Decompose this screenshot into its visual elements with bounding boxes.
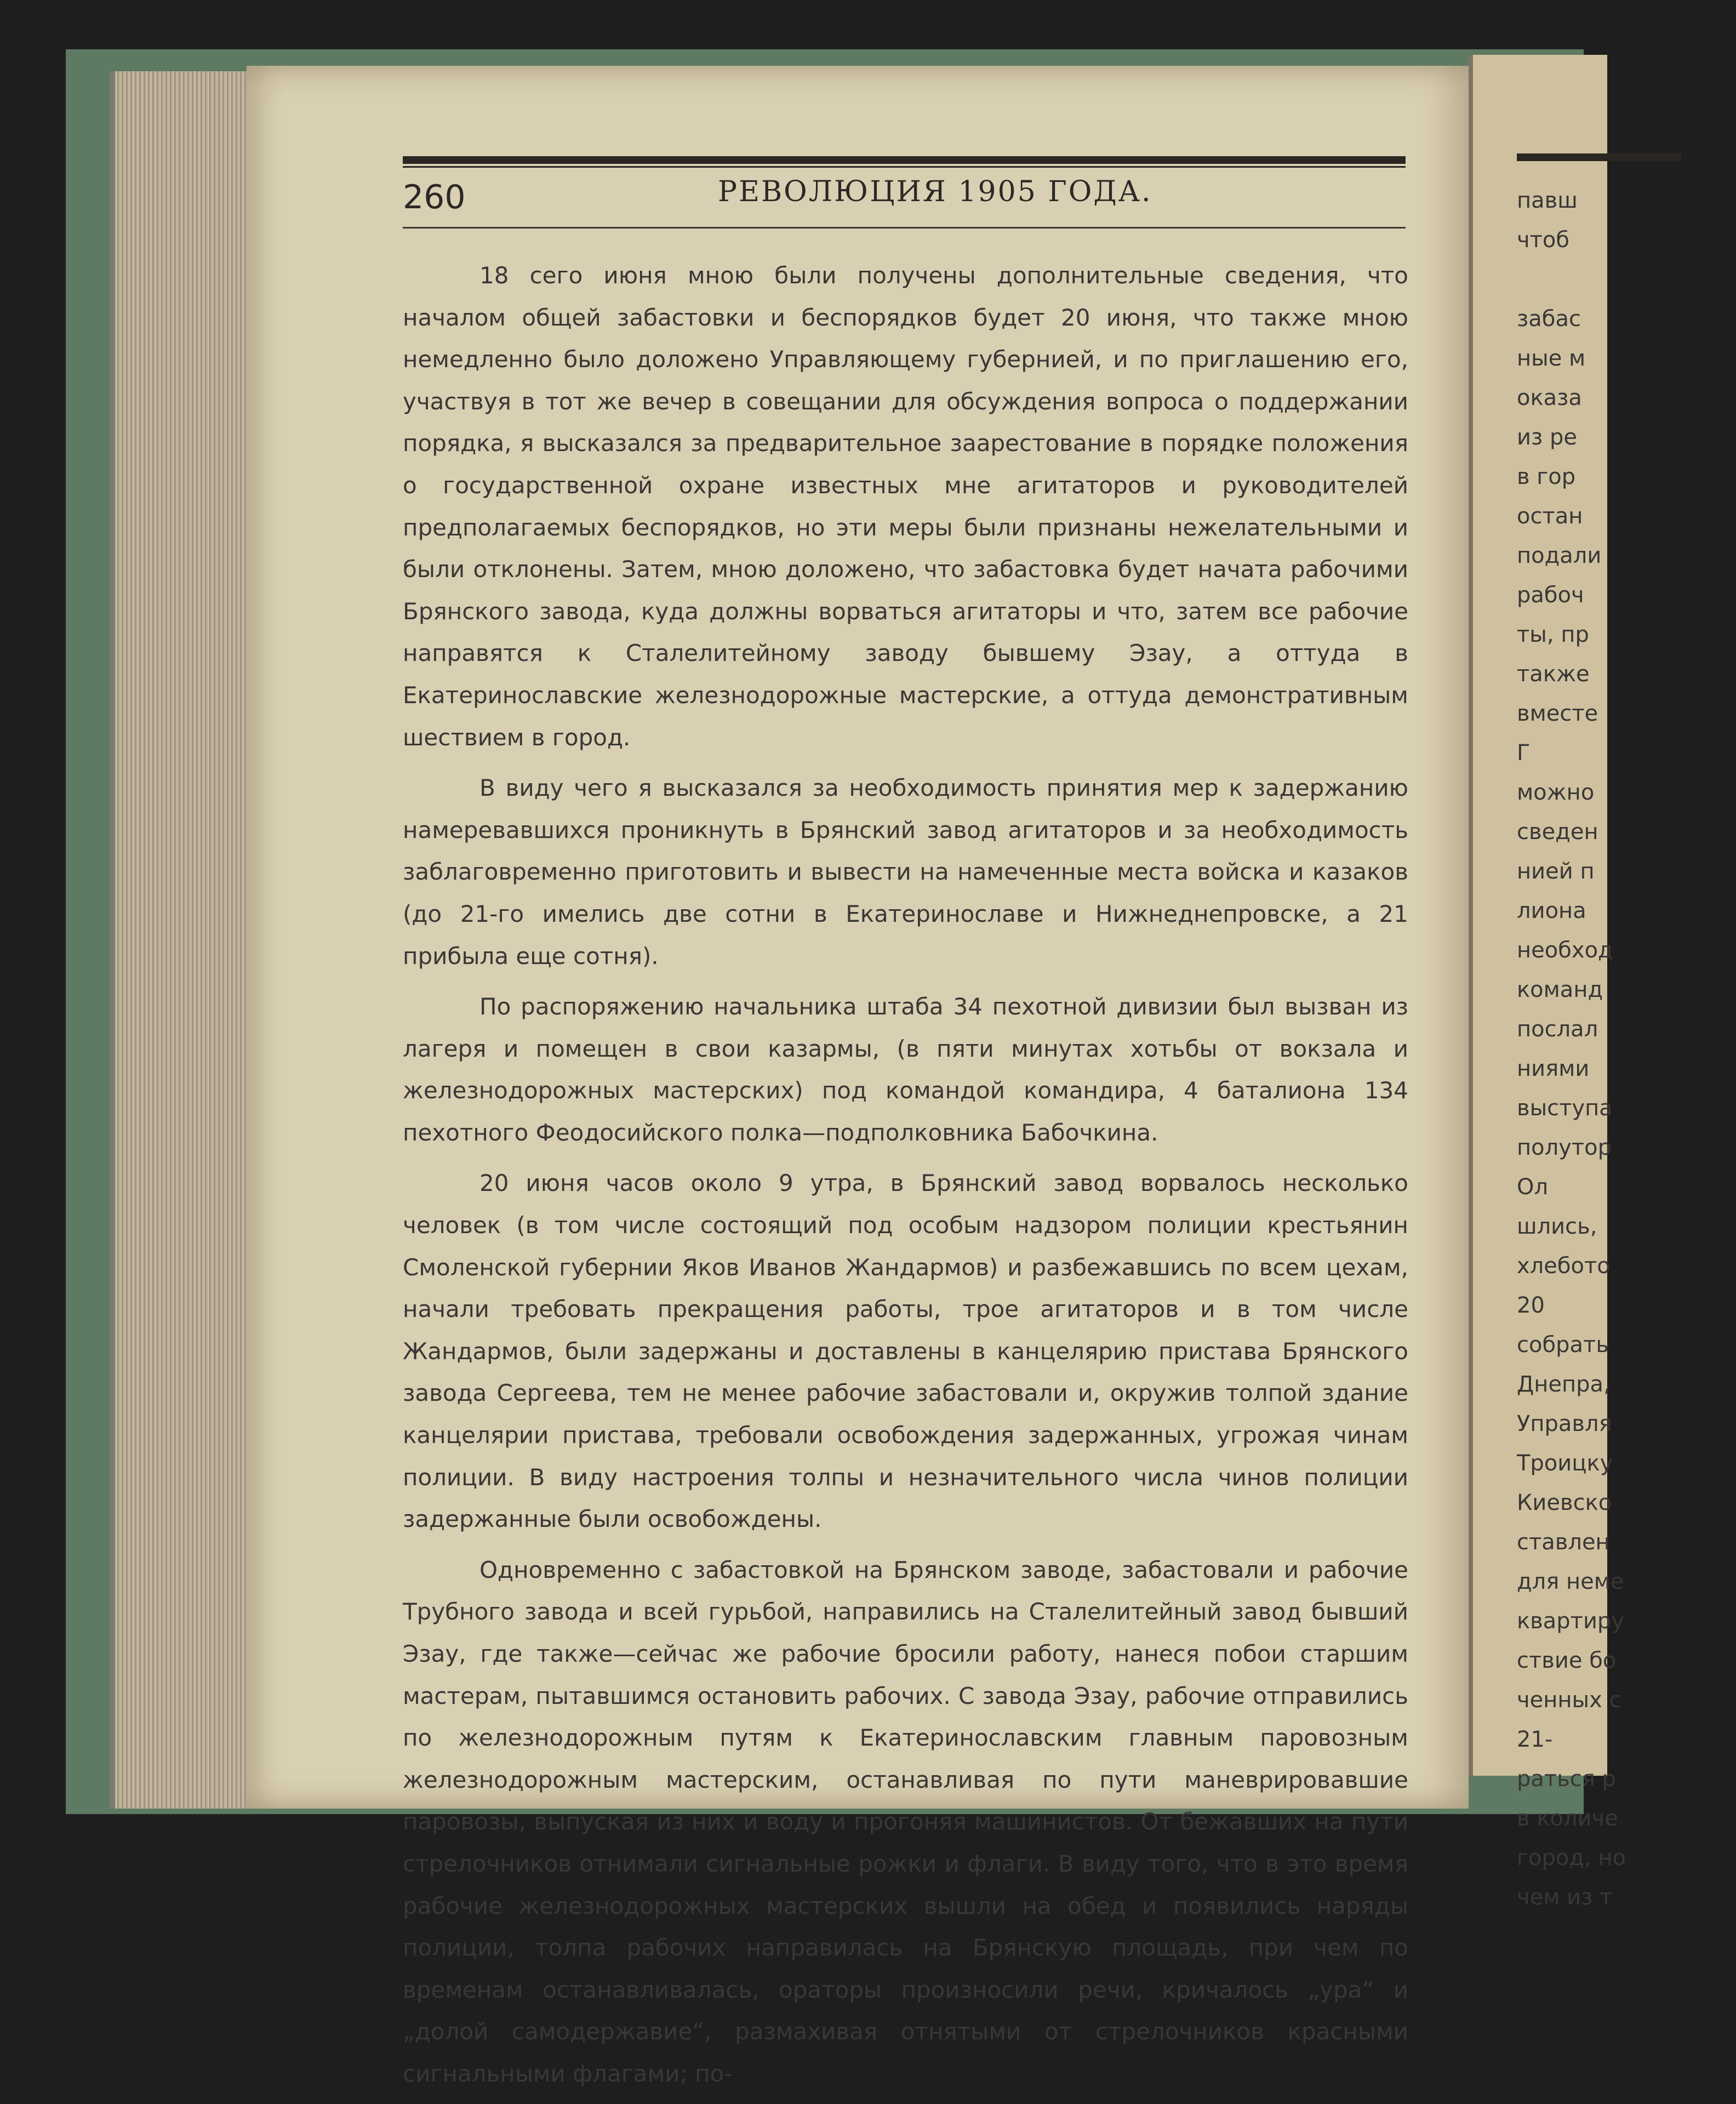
facing-page-line: Днепра, bbox=[1517, 1372, 1611, 1397]
facing-page-line: забас bbox=[1517, 306, 1581, 332]
facing-page-line: подали bbox=[1517, 543, 1602, 568]
facing-page-line: ты, пр bbox=[1517, 622, 1589, 647]
facing-page-line: из ре bbox=[1517, 425, 1577, 450]
facing-page-line: 21- bbox=[1517, 1727, 1553, 1752]
facing-page-line: в гор bbox=[1517, 464, 1576, 489]
facing-page-line: чтоб bbox=[1517, 227, 1570, 253]
facing-page-line: квартиру bbox=[1517, 1609, 1624, 1634]
facing-page-line: можно bbox=[1517, 780, 1595, 805]
paragraph: По распоряжению начальника штаба 34 пехотной дивизии был вызван из лагеря и помещен в свои казармы, (в пяти минутах хотьбы от вокзала и железнодорожных мастерских) под командой командира, 4 баталиона 134 пехотного Феодосийского полка—подполковника Бабочкина. bbox=[403, 993, 1408, 1146]
paragraph: В виду чего я высказался за необходимость принятия мер к задержанию намеревавшихся проникнуть в Брянский завод агитаторов и за необходимость заблаговременно приготовить и вывести на намеченные места войска и казаков (до 21-го имелись две сотни в Екатеринославе и Нижнеднепровске, а 21 прибыла еще сотня). bbox=[403, 774, 1408, 970]
facing-page-line: Управля bbox=[1517, 1411, 1612, 1436]
facing-page-line: чем из т bbox=[1517, 1885, 1613, 1910]
facing-page-line: раться р bbox=[1517, 1766, 1616, 1792]
facing-page-line: ствие бо bbox=[1517, 1648, 1617, 1673]
page-number: 260 bbox=[403, 178, 466, 216]
facing-page-line: ченных с bbox=[1517, 1687, 1621, 1713]
facing-page-line: выступа bbox=[1517, 1096, 1613, 1121]
facing-page-line: нией п bbox=[1517, 859, 1595, 884]
facing-page-text bbox=[1517, 181, 1736, 1917]
facing-page-line: Троицку bbox=[1517, 1451, 1613, 1476]
paragraph: 18 сего июня мною были получены дополнительные сведения, что началом общей забастовки и беспорядков будет 20 июня, что также мною немедленно было доложено Управляющему губернией, и по приглашению его, участвуя в тот же вечер в совещании для обсуждения вопроса о поддержании порядка, я высказался за предварительное заарестование в порядке положения о государственной охране известных мне агитаторов и руководителей предполагаемых беспорядков, но эти меры были признаны нежелательными и были отклонены. Затем, мною доложено, что забастовка будет начата рабочими Брянского завода, куда должны ворваться агитаторы и что, затем все рабочие направятся к Сталелитейному заводу бывшему Эзау, а оттуда в Екатеринославские железнодорожные мастерские, а оттуда демонстративным шествием в город. bbox=[403, 262, 1408, 751]
facing-page-line: Киевско bbox=[1517, 1490, 1612, 1515]
body-text bbox=[403, 255, 1408, 2104]
facing-page bbox=[1469, 55, 1626, 1910]
facing-page-line: 20 bbox=[1517, 1293, 1545, 1318]
facing-page-line: в количе bbox=[1517, 1806, 1618, 1831]
running-title: РЕВОЛЮЦИЯ 1905 ГОДА. bbox=[718, 175, 1152, 208]
facing-page-line: собрать bbox=[1517, 1332, 1609, 1358]
header-rule-thick bbox=[403, 156, 1406, 164]
facing-page-line: остан bbox=[1517, 504, 1583, 529]
facing-page-line: сведен bbox=[1517, 819, 1598, 845]
facing-page-header-rule bbox=[1517, 153, 1681, 161]
facing-page-line bbox=[1517, 260, 1736, 299]
facing-page-line: город, но bbox=[1517, 1845, 1626, 1871]
paragraph: Одновременно с забастовкой на Брянском заводе, забастовали и рабочие Трубного завода и всей гурьбой, направились на Сталелитейный завод бывший Эзау, где также—сейчас же рабочие бросили работу, нанеся побои старшим мастерам, пытавшимся остановить рабочих. С завода Эзау, рабочие отправились по железнодорожным путям к Екатеринославским главным паровозным железнодорожным мастерским, останавливая по пути маневрировавшие паровозы, выпуская из них и воду и прогоняя машинистов. От бежавших на пути стрелочников отнимали сигнальные рожки и флаги. В виду того, что в это время рабочие железнодорожных мастерских вышли на обед и появились наряды полиции, толпа рабочих направилась на Брянскую площадь, при чем по временам останавливалась, ораторы произносили речи, кричалось „ура“ и „долой самодержавие“, размахивая отнятыми от стрелочников красными сигнальными флагами; по- bbox=[403, 1556, 1408, 2087]
facing-page-line: вместе bbox=[1517, 701, 1598, 726]
facing-page-line: шлись, bbox=[1517, 1214, 1597, 1239]
paragraph: 20 июня часов около 9 утра, в Брянский завод ворвалось несколько человек (в том числе состоящий под особым надзором полиции крестьянин Смоленской губернии Яков Иванов Жандармов) и разбежавшись по всем цехам, начали требовать прекращения работы, трое агитаторов и в том числе Жандармов, были задержаны и доставлены в канцелярию пристава Брянского завода Сергеева, тем не менее рабочие забастовали и, окружив толпой здание канцелярии пристава, требовали освобождения задержанных, угрожая чинам полиции. В виду настроения толпы и незначительного числа чинов полиции задержанные были освобождены. bbox=[403, 1170, 1408, 1533]
facing-page-line: рабоч bbox=[1517, 583, 1584, 608]
facing-page-line: лиона bbox=[1517, 898, 1586, 923]
facing-page-line: необход bbox=[1517, 938, 1613, 963]
facing-page-line: хлебото bbox=[1517, 1253, 1611, 1279]
book-page bbox=[247, 66, 1469, 2087]
facing-page-line: оказа bbox=[1517, 385, 1582, 410]
facing-page-line: ниями bbox=[1517, 1056, 1590, 1081]
facing-page-line: Ол bbox=[1517, 1174, 1549, 1200]
header-rule-bottom bbox=[403, 227, 1406, 229]
facing-page-line: также bbox=[1517, 662, 1590, 687]
header-rule-thin bbox=[403, 166, 1406, 168]
facing-page-line: полутор bbox=[1517, 1135, 1612, 1160]
facing-page-line: для неме bbox=[1517, 1569, 1624, 1594]
facing-page-line: команд bbox=[1517, 977, 1603, 1002]
facing-page-line: Г bbox=[1517, 740, 1531, 766]
facing-page-line: ставлен bbox=[1517, 1530, 1610, 1555]
facing-page-line: послал bbox=[1517, 1017, 1598, 1042]
facing-page-line: павш bbox=[1517, 188, 1578, 213]
facing-page-line: ные м bbox=[1517, 346, 1586, 371]
